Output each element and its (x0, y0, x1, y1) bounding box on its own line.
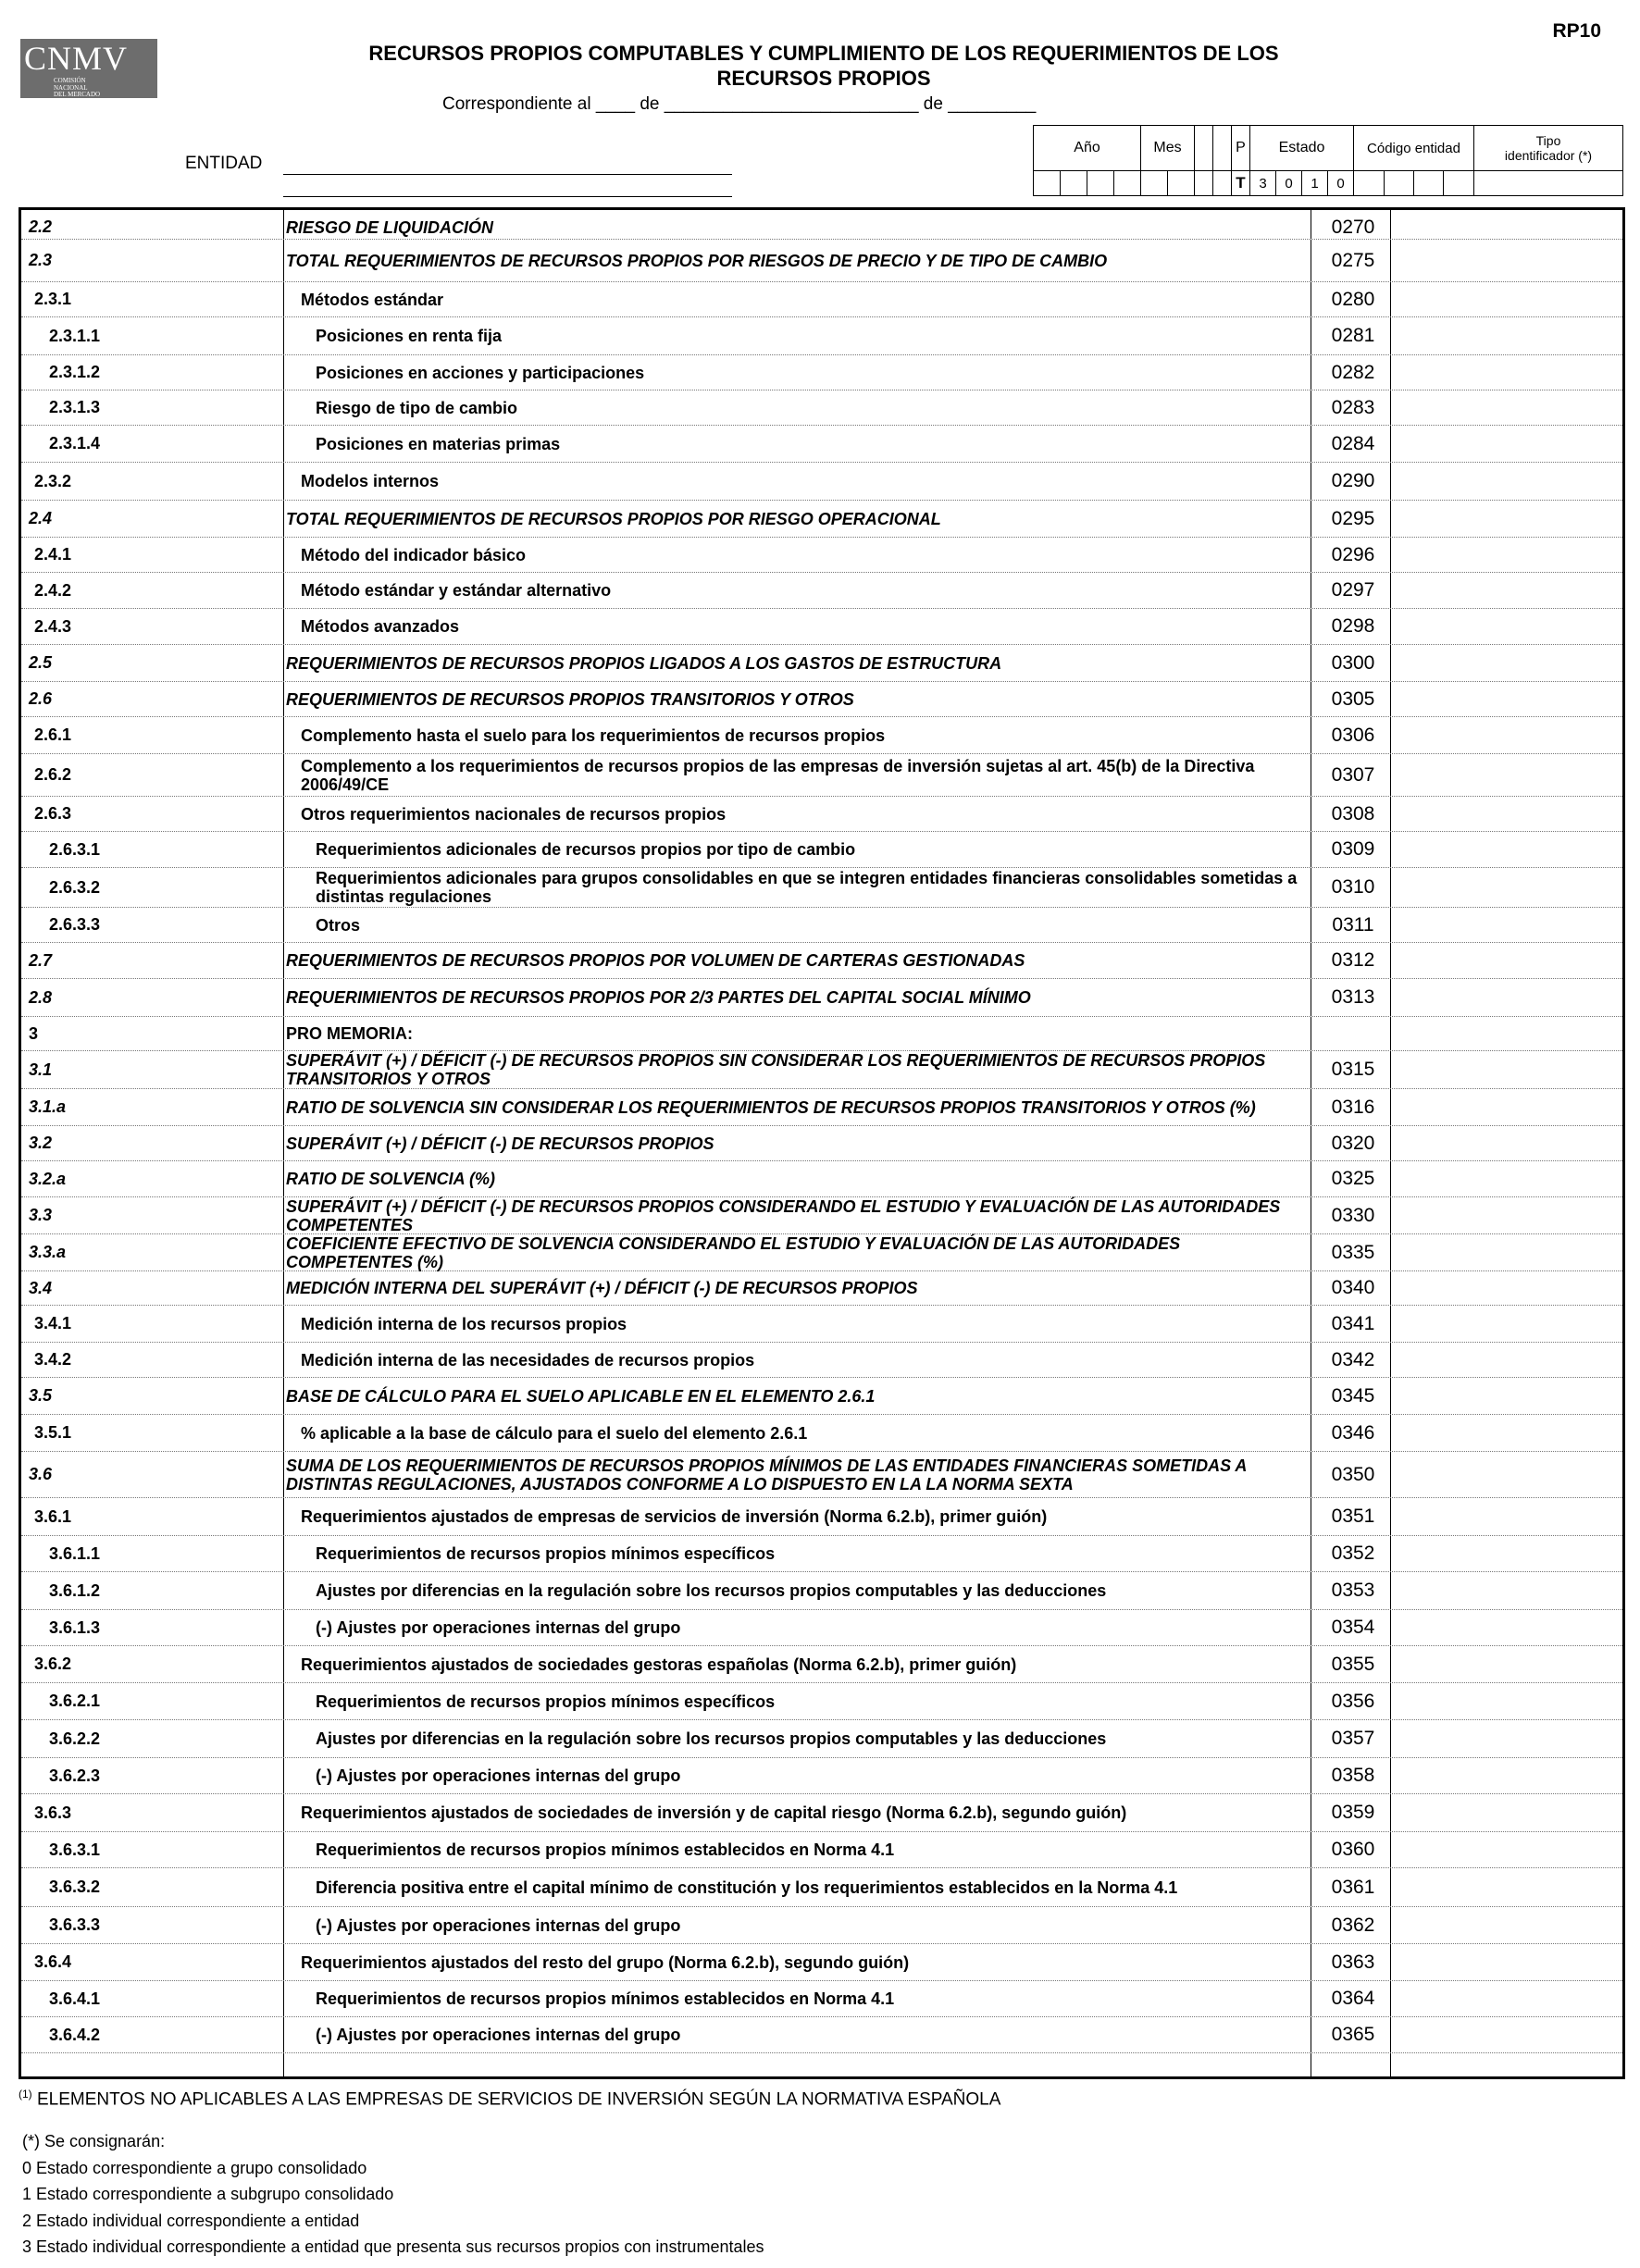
row-code: 3.6.4 (34, 1952, 72, 1971)
row-description: REQUERIMIENTOS DE RECURSOS PROPIOS POR 2/3 PARTES DEL CAPITAL SOCIAL MÍNIMO (286, 988, 1031, 1007)
row-description: Requerimientos adicionales de recursos propios por tipo de cambio (316, 840, 856, 859)
grid-spacer-1 (1195, 126, 1213, 170)
row-number: 0365 (1331, 2024, 1375, 2045)
period-line: Correspondiente al ____ de __________________________ de _________ (442, 94, 1037, 114)
row-value-cell[interactable] (1393, 1017, 1622, 1050)
row-code: 3.6.2.1 (49, 1692, 101, 1710)
grid-label-p: P (1232, 126, 1250, 170)
row-number: 0308 (1331, 802, 1375, 824)
tipo-identificador-box[interactable] (1474, 171, 1622, 195)
table-row (21, 1234, 1622, 1271)
row-number: 0352 (1331, 1543, 1375, 1564)
row-code: 3.1.a (29, 1097, 67, 1116)
row-description: PRO MEMORIA: (286, 1024, 413, 1043)
row-number: 0316 (1331, 1096, 1375, 1118)
row-number: 0283 (1331, 396, 1375, 418)
row-number: 0359 (1331, 1802, 1375, 1823)
row-description: Diferencia positiva entre el capital mínimo de constitución y los requerimientos establecidos en la Norma 4.1 (316, 1878, 1178, 1897)
row-code: 2.6.3.1 (49, 839, 101, 859)
table-row (21, 1981, 1622, 2017)
row-value-cell[interactable] (1393, 501, 1622, 537)
entidad-label: ENTIDAD (185, 154, 263, 173)
row-number: 0325 (1331, 1168, 1375, 1189)
row-description: Método estándar y estándar alternativo (301, 581, 612, 600)
footnote (19, 2088, 1000, 2110)
row-value-cell[interactable] (1393, 717, 1622, 753)
legend-item: 0 Estado correspondiente a grupo consolidado (22, 2158, 367, 2177)
spacer-box-2 (1213, 171, 1232, 195)
row-description: Modelos internos (301, 472, 440, 490)
p-box: T (1232, 171, 1250, 195)
mes-box-1[interactable] (1141, 171, 1168, 195)
row-value-cell[interactable] (1393, 1758, 1622, 1793)
row-description: (-) Ajustes por operaciones internas del grupo (316, 1766, 681, 1785)
row-number: 0300 (1331, 651, 1375, 674)
row-value-cell[interactable] (1393, 1271, 1622, 1305)
table-row (21, 1907, 1622, 1944)
table-row (21, 355, 1622, 390)
row-number: 0311 (1332, 913, 1374, 936)
table-row (21, 979, 1622, 1017)
table-row (21, 1758, 1622, 1794)
row-number: 0356 (1331, 1690, 1375, 1712)
row-value-cell[interactable] (1393, 1646, 1622, 1682)
grid-spacer-2 (1213, 126, 1232, 170)
table-row (21, 645, 1622, 682)
row-value-cell[interactable] (1393, 682, 1622, 716)
row-description: Posiciones en materias primas (316, 434, 561, 453)
row-value-cell[interactable] (1393, 1498, 1622, 1535)
grid-label-tipo-identificador: Tipo identificador (*) (1504, 133, 1593, 163)
row-code: 2.3.2 (34, 471, 72, 490)
grid-label-mes: Mes (1141, 126, 1195, 170)
row-description: Medición interna de las necesidades de recursos propios (301, 1350, 755, 1369)
legend-item: 1 Estado correspondiente a subgrupo consolidado (22, 2185, 394, 2203)
mes-box-2[interactable] (1168, 171, 1195, 195)
row-code: 3.6.2 (34, 1655, 72, 1673)
estado-digit-2: 0 (1276, 171, 1302, 195)
row-description: % aplicable a la base de cálculo para el suelo del elemento 2.6.1 (301, 1423, 808, 1443)
row-value-cell[interactable] (1393, 1794, 1622, 1831)
table-row (21, 1794, 1622, 1832)
table-row (21, 868, 1622, 908)
row-code: 2.4.1 (34, 545, 72, 564)
legend-item: 3 Estado individual correspondiente a entidad que presenta sus recursos propios con instrumentales (22, 2237, 764, 2256)
row-description: SUPERÁVIT (+) / DÉFICIT (-) DE RECURSOS PROPIOS (286, 1134, 714, 1153)
row-code: 2.5 (29, 653, 53, 672)
row-number: 0351 (1331, 1506, 1375, 1527)
row-code: 3.6.1.1 (49, 1543, 101, 1563)
row-value-cell[interactable] (1393, 797, 1622, 831)
row-value-cell[interactable] (1393, 1610, 1622, 1645)
codigo-box-3[interactable] (1414, 171, 1444, 195)
row-value-cell[interactable] (1393, 1161, 1622, 1196)
table-row (21, 908, 1622, 943)
row-description: Método del indicador básico (301, 545, 527, 564)
row-value-cell[interactable] (1393, 1683, 1622, 1719)
row-value-cell[interactable] (1393, 282, 1622, 316)
table-row (21, 832, 1622, 868)
row-number: 0345 (1331, 1384, 1375, 1407)
row-code: 2.4.3 (34, 616, 72, 636)
row-description: (-) Ajustes por operaciones internas del grupo (316, 2026, 681, 2044)
row-number: 0306 (1331, 724, 1375, 746)
table-row (21, 573, 1622, 609)
estado-digit-3: 1 (1302, 171, 1328, 195)
row-number: 0335 (1331, 1241, 1375, 1263)
grid-label-codigo-entidad: Código entidad (1354, 126, 1474, 170)
row-value-cell[interactable] (1393, 754, 1622, 796)
row-number: 0357 (1331, 1728, 1375, 1749)
row-code: 3.6.4.1 (49, 1989, 101, 2008)
row-value-cell[interactable] (1393, 868, 1622, 907)
row-code: 3.2.a (29, 1169, 67, 1188)
entidad-field-line-2[interactable] (283, 196, 732, 197)
row-number: 0354 (1331, 1617, 1375, 1638)
row-number: 0361 (1331, 1876, 1375, 1898)
row-number: 0281 (1331, 325, 1375, 346)
entidad-field-line-1[interactable] (283, 174, 732, 175)
row-code: 2.4 (29, 509, 53, 527)
row-number: 0296 (1331, 543, 1375, 565)
row-value-cell[interactable] (1393, 1944, 1622, 1980)
row-code: 2.7 (29, 950, 53, 970)
codigo-box-4[interactable] (1444, 171, 1474, 195)
row-code: 3.6.1.3 (49, 1617, 101, 1637)
anio-box-1[interactable] (1034, 171, 1061, 195)
row-number: 0305 (1331, 688, 1375, 710)
row-value-cell[interactable] (1393, 1234, 1622, 1270)
row-number: 0290 (1331, 470, 1375, 491)
row-value-cell[interactable] (1393, 2017, 1622, 2052)
table-row (21, 1089, 1622, 1126)
table-row (21, 717, 1622, 754)
row-number: 0295 (1331, 507, 1375, 529)
table-row (21, 1415, 1622, 1452)
row-description: Requerimientos de recursos propios mínimos específicos (316, 1692, 776, 1711)
page-title: RECURSOS PROPIOS COMPUTABLES Y CUMPLIMIENTO DE LOS REQUERIMIENTOS DE LOS RECURSOS PROPIOS (368, 42, 1279, 90)
table-row (21, 501, 1622, 538)
row-code: 2.6.2 (34, 765, 72, 784)
row-description: Complemento a los requerimientos de recursos propios de las empresas de inversión sujetas al art. 45(b) de la Directiva 2006/49/CE (301, 756, 1255, 794)
row-number: 0313 (1331, 986, 1375, 1008)
row-description: Otros requerimientos nacionales de recursos propios (301, 804, 727, 824)
row-value-cell[interactable] (1393, 1868, 1622, 1906)
row-description: TOTAL REQUERIMIENTOS DE RECURSOS PROPIOS POR RIESGOS DE PRECIO Y DE TIPO DE CAMBIO (286, 251, 1108, 270)
table-row (21, 609, 1622, 645)
row-code: 3.4.2 (34, 1350, 72, 1369)
cnmv-logo (20, 39, 157, 105)
table-row (21, 1646, 1622, 1683)
table-row (21, 943, 1622, 979)
row-code: 3.1 (29, 1060, 53, 1079)
table-row (21, 1051, 1622, 1089)
row-code: 2.8 (29, 987, 53, 1007)
table-row (21, 1161, 1622, 1197)
row-number: 0312 (1331, 949, 1375, 971)
row-value-cell[interactable] (1393, 390, 1622, 425)
row-number: 0320 (1331, 1132, 1375, 1154)
table-row (21, 1452, 1622, 1498)
row-code: 2.3.1.4 (49, 434, 101, 452)
table-row (21, 1126, 1622, 1161)
table-row (21, 1868, 1622, 1907)
row-code: 2.4.2 (34, 580, 72, 600)
row-description: TOTAL REQUERIMIENTOS DE RECURSOS PROPIOS POR RIESGO OPERACIONAL (286, 509, 941, 528)
footnote-marker: (1) (19, 2088, 32, 2101)
row-description: SUPERÁVIT (+) / DÉFICIT (-) DE RECURSOS PROPIOS SIN CONSIDERAR LOS REQUERIMIENTOS DE RECURSOS PROPIOS TRANSITORIOS Y OTROS (286, 1051, 1266, 1088)
row-number: 0298 (1331, 615, 1375, 637)
row-value-cell[interactable] (1393, 1089, 1622, 1125)
row-code: 2.3 (29, 251, 53, 269)
row-code: 3.6.3.2 (49, 1878, 101, 1896)
row-number: 0355 (1331, 1653, 1375, 1675)
table-row (21, 1378, 1622, 1415)
row-description: Requerimientos de recursos propios mínimos establecidos en Norma 4.1 (316, 1989, 895, 2008)
row-description: Requerimientos ajustados del resto del grupo (Norma 6.2.b), segundo guión) (301, 1952, 910, 1972)
row-description: Riesgo de tipo de cambio (316, 398, 518, 417)
table-row (21, 1343, 1622, 1378)
row-number: 0353 (1331, 1580, 1375, 1601)
row-code: 3.6.4.2 (49, 2025, 101, 2044)
table-row (21, 1271, 1622, 1306)
table-row (21, 1536, 1622, 1572)
row-code: 2.2 (29, 217, 53, 236)
row-value-cell[interactable] (1393, 1832, 1622, 1867)
row-description: Requerimientos ajustados de empresas de servicios de inversión (Norma 6.2.b), primer guión) (301, 1507, 1048, 1526)
estado-legend (22, 2128, 764, 2261)
row-code: 2.3.1 (34, 290, 72, 308)
row-description: RATIO DE SOLVENCIA SIN CONSIDERAR LOS REQUERIMIENTOS DE RECURSOS PROPIOS TRANSITORIOS Y OTROS (%) (286, 1097, 1256, 1117)
table-row (21, 1197, 1622, 1234)
codigo-box-1[interactable] (1354, 171, 1385, 195)
row-description: MEDICIÓN INTERNA DEL SUPERÁVIT (+) / DÉFICIT (-) DE RECURSOS PROPIOS (286, 1279, 918, 1297)
grid-label-estado: Estado (1250, 126, 1354, 170)
row-description: REQUERIMIENTOS DE RECURSOS PROPIOS LIGADOS A LOS GASTOS DE ESTRUCTURA (286, 653, 1002, 673)
row-number: 0350 (1331, 1463, 1375, 1485)
row-code: 3.6 (29, 1465, 53, 1483)
legend-item: 2 Estado individual correspondiente a entidad (22, 2211, 360, 2230)
codigo-box-2[interactable] (1385, 171, 1414, 195)
table-row (21, 1720, 1622, 1758)
row-description: RATIO DE SOLVENCIA (%) (286, 1170, 496, 1188)
row-code: 3.6.2.3 (49, 1766, 101, 1785)
row-value-cell[interactable] (1393, 1126, 1622, 1160)
estado-digit-4: 0 (1328, 171, 1354, 195)
row-code: 2.6.3.3 (49, 915, 101, 934)
row-description: Métodos avanzados (301, 617, 460, 636)
row-description: REQUERIMIENTOS DE RECURSOS PROPIOS TRANSITORIOS Y OTROS (286, 689, 854, 709)
row-value-cell[interactable] (1393, 1981, 1622, 2016)
row-value-cell[interactable] (1393, 609, 1622, 644)
table-row (21, 240, 1622, 282)
form-code: RP10 (1552, 20, 1601, 42)
table-row (21, 2017, 1622, 2053)
table-row (21, 282, 1622, 317)
row-description: SUPERÁVIT (+) / DÉFICIT (-) DE RECURSOS PROPIOS CONSIDERANDO EL ESTUDIO Y EVALUACIÓN DE LAS AUTORIDADES COMPETENTES (286, 1196, 1281, 1234)
row-value-cell[interactable] (1393, 1536, 1622, 1571)
row-number: 0284 (1331, 432, 1375, 454)
row-description: Medición interna de los recursos propios (301, 1314, 627, 1333)
row-description: BASE DE CÁLCULO PARA EL SUELO APLICABLE EN EL ELEMENTO 2.6.1 (286, 1386, 876, 1406)
row-description: Complemento hasta el suelo para los requerimientos de recursos propios (301, 725, 886, 745)
row-value-cell[interactable] (1393, 645, 1622, 681)
row-code: 3.2 (29, 1134, 53, 1152)
row-number: 0307 (1331, 763, 1375, 786)
row-code: 3.6.1 (34, 1506, 72, 1526)
row-code: 3.4.1 (34, 1314, 72, 1332)
row-description: Requerimientos adicionales para grupos consolidables en que se integren entidades financieras consolidables sometidas a distintas regulaciones (316, 869, 1298, 906)
row-number: 0309 (1331, 838, 1375, 860)
row-value-cell[interactable] (1393, 1907, 1622, 1943)
table-row (21, 682, 1622, 717)
row-code: 2.3.1.3 (49, 398, 101, 416)
row-value-cell[interactable] (1393, 1306, 1622, 1342)
row-value-cell[interactable] (1393, 216, 1622, 239)
row-value-cell[interactable] (1393, 1343, 1622, 1377)
row-value-cell[interactable] (1393, 943, 1622, 978)
table-row (21, 317, 1622, 355)
legend-item: (*) Se consignarán: (22, 2132, 166, 2150)
row-description: Requerimientos de recursos propios mínimos específicos (316, 1544, 776, 1563)
row-description: Métodos estándar (301, 290, 444, 309)
row-number: 0358 (1331, 1765, 1375, 1786)
row-value-cell[interactable] (1393, 463, 1622, 500)
table-row (21, 426, 1622, 463)
row-code: 2.6.1 (34, 725, 72, 744)
row-description: COEFICIENTE EFECTIVO DE SOLVENCIA CONSIDERANDO EL ESTUDIO Y EVALUACIÓN DE LAS AUTORIDADES COMPETENTES (%) (286, 1233, 1181, 1271)
row-description: RIESGO DE LIQUIDACIÓN (286, 217, 494, 237)
row-code: 3.6.3 (34, 1803, 72, 1822)
row-value-cell[interactable] (1393, 1378, 1622, 1414)
row-code: 2.3.1.2 (49, 363, 101, 381)
row-number: 0297 (1331, 579, 1375, 601)
row-number: 0342 (1331, 1348, 1375, 1370)
row-value-cell[interactable] (1393, 979, 1622, 1016)
anio-box-3[interactable] (1087, 171, 1114, 195)
row-code: 2.3.1.1 (49, 326, 101, 345)
table-row (21, 1944, 1622, 1981)
row-number: 0282 (1331, 361, 1375, 383)
row-description: Posiciones en acciones y participaciones (316, 363, 645, 382)
row-number (1313, 1017, 1393, 1050)
row-number: 0330 (1331, 1204, 1375, 1226)
row-code: 3.4 (29, 1278, 53, 1297)
row-code: 3.6.3.1 (49, 1840, 101, 1859)
row-code: 2.6.3.2 (49, 877, 101, 897)
table-row (21, 1832, 1622, 1868)
table-row (21, 1017, 1622, 1051)
row-code: 2.6.3 (34, 804, 72, 823)
row-value-cell[interactable] (1393, 317, 1622, 354)
row-number: 0340 (1331, 1277, 1375, 1298)
table-row (21, 390, 1622, 426)
row-value-cell[interactable] (1393, 426, 1622, 462)
table-row (21, 1498, 1622, 1536)
row-value-cell[interactable] (1393, 1452, 1622, 1497)
row-number: 0315 (1331, 1059, 1375, 1080)
row-code: 3.5 (29, 1386, 53, 1405)
logo-subtext: COMISIÓN NACIONAL DEL MERCADO DE VALORES (54, 77, 101, 105)
row-number: 0364 (1331, 1988, 1375, 2009)
anio-box-2[interactable] (1061, 171, 1087, 195)
row-code: 2.6 (29, 689, 53, 708)
row-value-cell[interactable] (1393, 538, 1622, 572)
row-number: 0362 (1331, 1914, 1375, 1936)
logo-text: CNMV (24, 40, 129, 77)
row-number: 0270 (1331, 216, 1375, 238)
row-number: 0275 (1331, 249, 1375, 271)
table-row (21, 1683, 1622, 1720)
row-description: (-) Ajustes por operaciones internas del grupo (316, 1618, 681, 1637)
table-row (21, 216, 1622, 240)
footnote-text: ELEMENTOS NO APLICABLES A LAS EMPRESAS DE SERVICIOS DE INVERSIÓN SEGÚN LA NORMATIVA ESPAÑOLA (31, 2089, 1001, 2110)
header-code-grid (1033, 125, 1623, 196)
grid-label-anio: Año (1034, 126, 1141, 170)
table-row (21, 1610, 1622, 1646)
row-value-cell[interactable] (1393, 1720, 1622, 1757)
row-description: Posiciones en renta fija (316, 327, 503, 345)
row-value-cell[interactable] (1393, 1197, 1622, 1233)
row-number: 0341 (1331, 1312, 1375, 1334)
table-row (21, 463, 1622, 501)
row-value-cell[interactable] (1393, 832, 1622, 867)
table-row (21, 754, 1622, 797)
row-description: REQUERIMIENTOS DE RECURSOS PROPIOS POR VOLUMEN DE CARTERAS GESTIONADAS (286, 951, 1025, 970)
row-code: 3.3 (29, 1206, 53, 1224)
row-code: 3.6.2.2 (49, 1729, 101, 1748)
row-description: Otros (316, 915, 361, 935)
row-code: 3.6.3.3 (49, 1915, 101, 1934)
row-value-cell[interactable] (1393, 355, 1622, 390)
row-value-cell[interactable] (1393, 1572, 1622, 1609)
spacer-box-1 (1195, 171, 1213, 195)
requirements-table (19, 207, 1625, 2079)
row-number: 0346 (1331, 1421, 1375, 1444)
row-code: 3 (29, 1023, 39, 1043)
row-description: Requerimientos ajustados de sociedades gestoras españolas (Norma 6.2.b), primer guión) (301, 1655, 1017, 1674)
anio-box-4[interactable] (1114, 171, 1141, 195)
row-value-cell[interactable] (1393, 573, 1622, 608)
row-description: Requerimientos de recursos propios mínimos establecidos en Norma 4.1 (316, 1840, 895, 1859)
row-value-cell[interactable] (1393, 1051, 1622, 1088)
row-number: 0360 (1331, 1839, 1375, 1860)
table-row (21, 1306, 1622, 1343)
table-row (21, 1572, 1622, 1610)
table-row (21, 538, 1622, 573)
row-description: (-) Ajustes por operaciones internas del grupo (316, 1915, 681, 1935)
row-description: Ajustes por diferencias en la regulación sobre los recursos propios computables y las deducciones (316, 1729, 1107, 1748)
row-code: 3.6.1.2 (49, 1580, 101, 1600)
row-code: 3.3.a (29, 1243, 67, 1261)
estado-digit-1: 3 (1250, 171, 1276, 195)
row-number: 0363 (1331, 1951, 1375, 1973)
row-code: 3.5.1 (34, 1423, 72, 1442)
row-description: SUMA DE LOS REQUERIMIENTOS DE RECURSOS PROPIOS MÍNIMOS DE LAS ENTIDADES FINANCIERAS SOMETIDAS A DISTINTAS REGULACIONES, AJUSTADOS CONFORME A LO DISPUESTO EN LA LA NORMA SEXTA (286, 1456, 1247, 1493)
table-row (21, 797, 1622, 832)
row-value-cell[interactable] (1393, 240, 1622, 281)
row-value-cell[interactable] (1393, 1415, 1622, 1451)
row-value-cell[interactable] (1393, 908, 1622, 942)
row-description: Ajustes por diferencias en la regulación sobre los recursos propios computables y las deducciones (316, 1581, 1107, 1600)
row-number: 0310 (1331, 876, 1375, 898)
row-number: 0280 (1331, 288, 1375, 310)
row-description: Requerimientos ajustados de sociedades de inversión y de capital riesgo (Norma 6.2.b), segundo guión) (301, 1803, 1127, 1822)
